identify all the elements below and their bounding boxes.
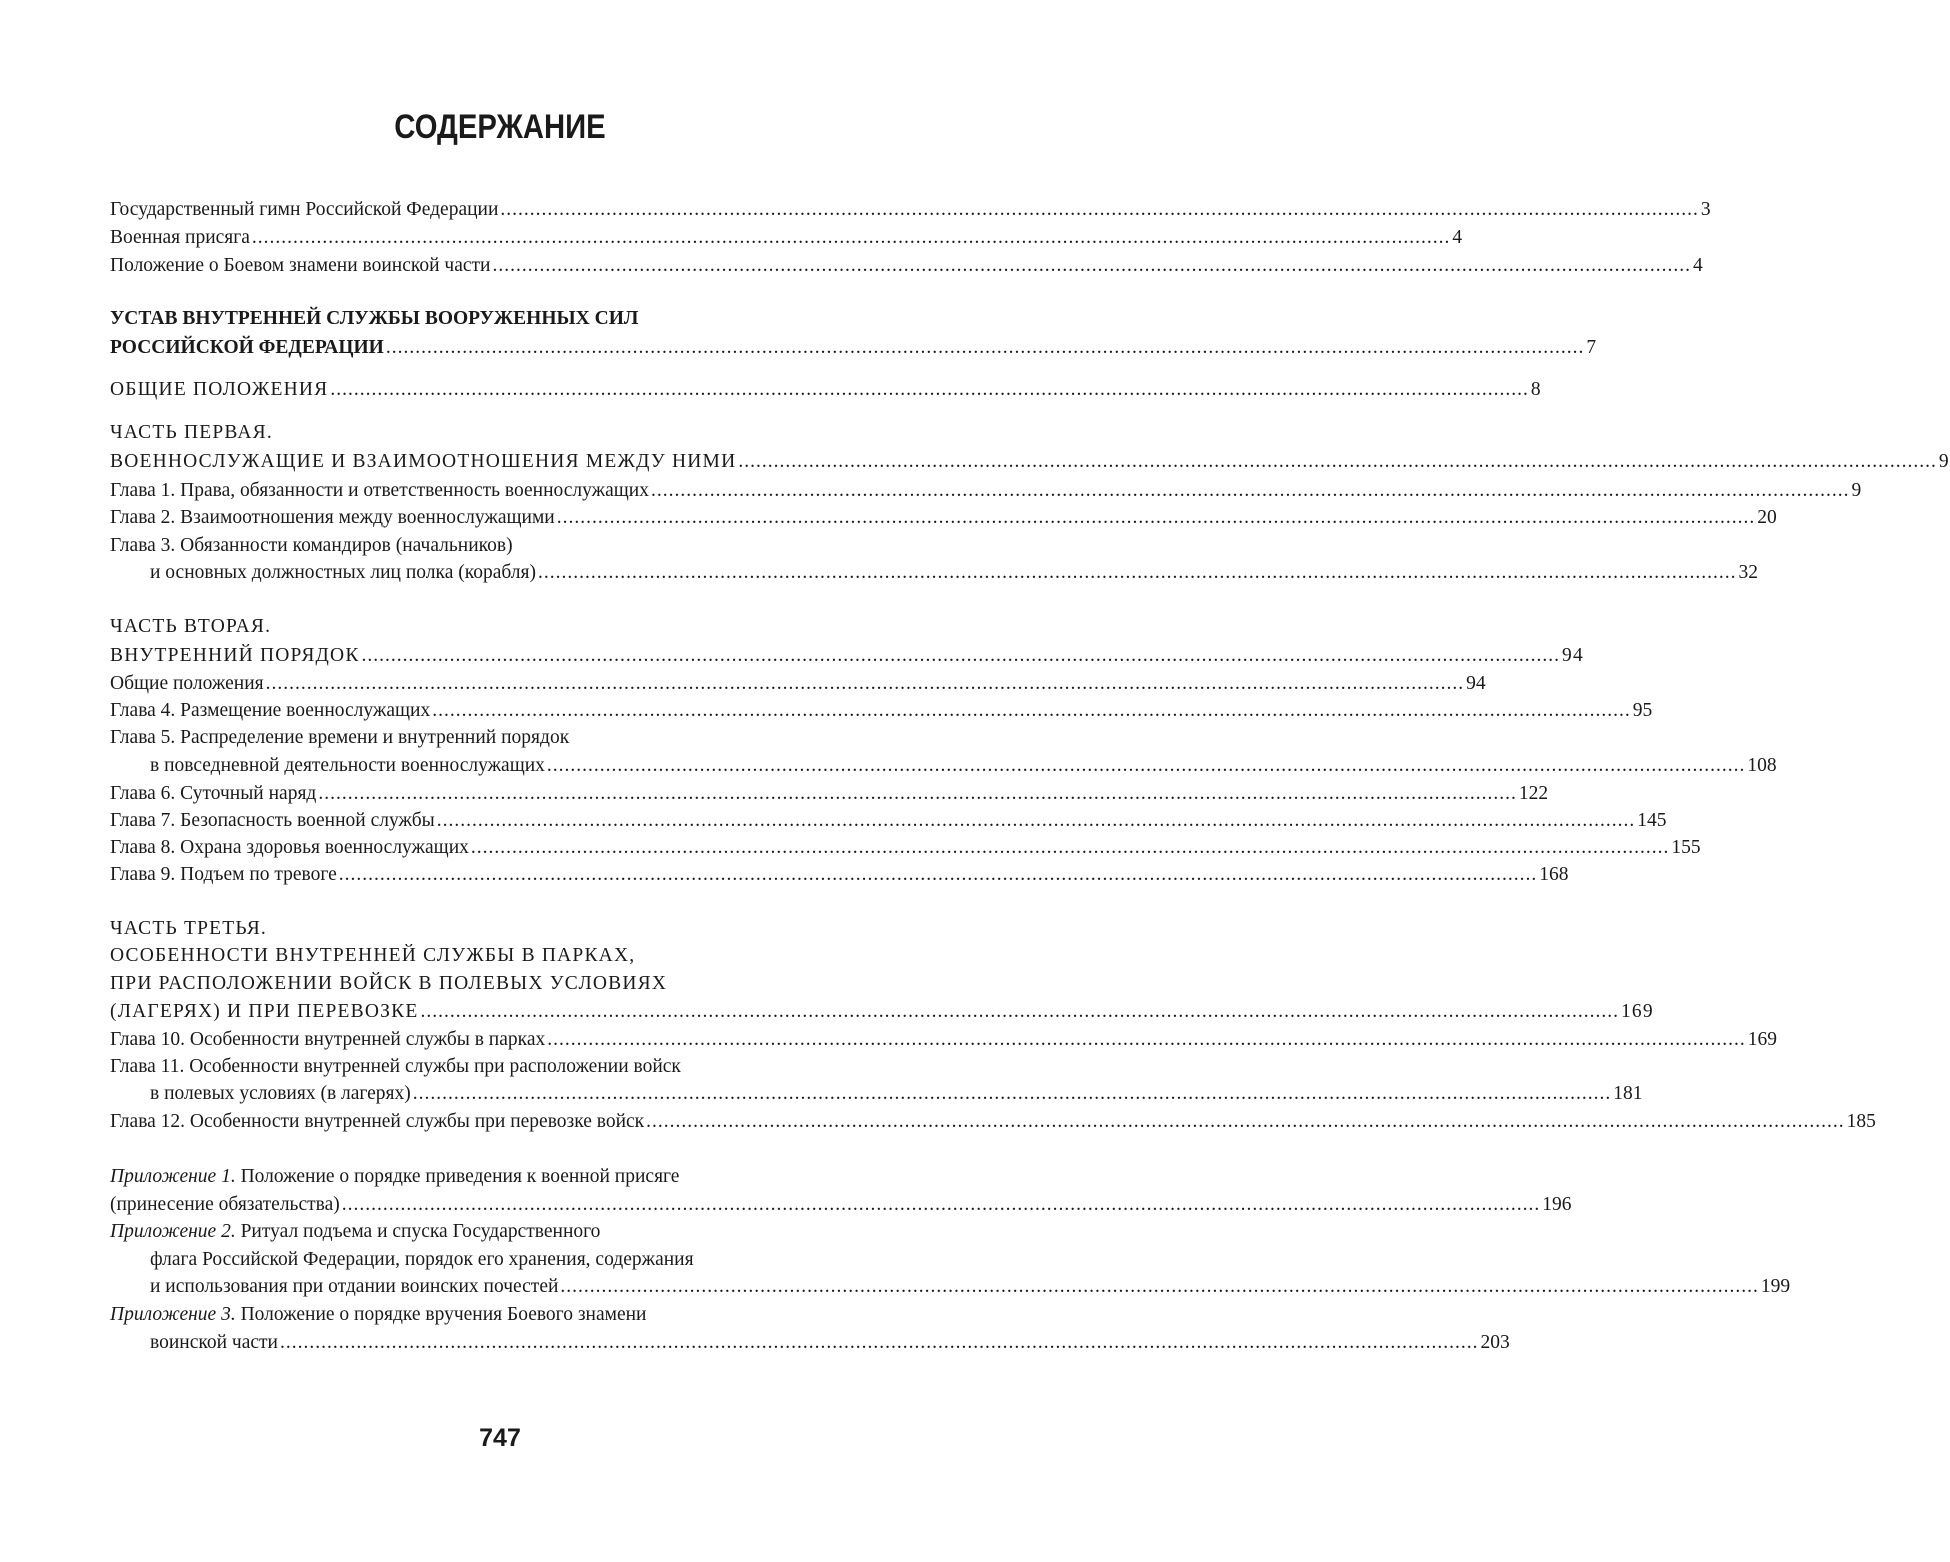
appendix-label: Приложение 2. bbox=[110, 1221, 236, 1242]
toc-entry-text: Глава 7. Безопасность военной службы bbox=[110, 810, 435, 831]
toc-entry-text: ОСОБЕННОСТИ ВНУТРЕННЕЙ СЛУЖБЫ В ПАРКАХ, bbox=[110, 945, 636, 966]
toc-leader-dots: ............................................................................................................................................................................................................ bbox=[265, 673, 1465, 694]
toc-entry-page: 94 bbox=[1466, 673, 1486, 694]
toc-entry bbox=[110, 642, 1584, 670]
toc-entry bbox=[110, 998, 1654, 1026]
toc-entry-page: 145 bbox=[1637, 810, 1667, 831]
toc-leader-dots: ............................................................................................................................................................................................................ bbox=[738, 451, 1937, 472]
toc-section-heading bbox=[110, 334, 1597, 362]
toc-entry-text: Глава 12. Особенности внутренней службы при перевозке войск bbox=[110, 1111, 645, 1132]
toc-leader-dots: ............................................................................................................................................................................................................ bbox=[436, 810, 1636, 831]
toc-entry bbox=[110, 1191, 1572, 1219]
toc-entry-text: Глава 9. Подъем по тревоге bbox=[110, 864, 337, 885]
toc-entry bbox=[110, 670, 1486, 698]
toc-entry-text: Глава 4. Размещение военнослужащих bbox=[110, 700, 431, 721]
toc-entry-page: 108 bbox=[1747, 755, 1777, 776]
toc-entry-text: Глава 2. Взаимоотношения между военнослужащими bbox=[110, 507, 555, 528]
toc-part-heading bbox=[110, 915, 886, 943]
toc-entry-text: (принесение обязательства) bbox=[110, 1194, 340, 1215]
toc-entry-text: ЧАСТЬ ТРЕТЬЯ. bbox=[110, 918, 267, 939]
toc-entry-page: 20 bbox=[1757, 507, 1777, 528]
toc-entry-text: в повседневной деятельности военнослужащих bbox=[150, 755, 545, 776]
toc-leader-dots: ............................................................................................................................................................................................................ bbox=[538, 562, 1737, 583]
toc-entry-text: Глава 8. Охрана здоровья военнослужащих bbox=[110, 837, 469, 858]
toc-entry-text: ОБЩИЕ ПОЛОЖЕНИЯ bbox=[110, 379, 329, 400]
toc-leader-dots: ............................................................................................................................................................................................................ bbox=[412, 1083, 1612, 1104]
toc-entry-text: Глава 5. Распределение времени и внутренний порядок bbox=[110, 727, 570, 748]
toc-entry-text: РОССИЙСКОЙ ФЕДЕРАЦИИ bbox=[110, 337, 384, 358]
toc-leader-dots: ............................................................................................................................................................................................................ bbox=[385, 337, 1585, 358]
toc-entry-page: 199 bbox=[1760, 1276, 1791, 1297]
toc-appendix-entry bbox=[110, 1218, 886, 1246]
toc-leader-dots: ............................................................................................................................................................................................................ bbox=[432, 700, 1631, 721]
toc-entry-page: 95 bbox=[1632, 700, 1653, 721]
toc-leader-dots: ............................................................................................................................................................................................................ bbox=[646, 1111, 1845, 1132]
toc-entry-page: 8 bbox=[1530, 379, 1542, 400]
toc-leader-dots: ............................................................................................................................................................................................................ bbox=[338, 864, 1538, 885]
toc-entry bbox=[110, 807, 1667, 835]
toc-part-heading bbox=[110, 419, 886, 447]
toc-entry-page: 169 bbox=[1747, 1029, 1777, 1050]
toc-entry bbox=[110, 861, 1569, 889]
toc-entry-text: ЧАСТЬ ВТОРАЯ. bbox=[110, 616, 272, 637]
toc-leader-dots: ............................................................................................................................................................................................................ bbox=[470, 837, 1670, 858]
toc-appendix-entry bbox=[110, 1163, 886, 1191]
toc-leader-dots: ............................................................................................................................................................................................................ bbox=[650, 480, 1850, 501]
toc-leader-dots: ............................................................................................................................................................................................................ bbox=[330, 379, 1529, 400]
toc-entry-page: 181 bbox=[1613, 1083, 1643, 1104]
toc-part-heading bbox=[110, 970, 886, 998]
toc-entry bbox=[150, 1080, 1643, 1108]
toc-entry-text: Общие положения bbox=[110, 673, 264, 694]
toc-entry-text: Глава 3. Обязанности командиров (начальников) bbox=[110, 535, 513, 556]
toc-entry bbox=[110, 1108, 1876, 1136]
toc-entry-text: воинской части bbox=[150, 1332, 278, 1353]
toc-leader-dots: ............................................................................................................................................................................................................ bbox=[500, 199, 1699, 220]
toc-entry-text: ВНУТРЕННИЙ ПОРЯДОК bbox=[110, 645, 360, 666]
toc-leader-dots: ............................................................................................................................................................................................................ bbox=[560, 1276, 1759, 1297]
toc-entry-text: Глава 10. Особенности внутренней службы в парках bbox=[110, 1029, 546, 1050]
toc-entry bbox=[110, 1053, 886, 1081]
toc-entry-text: Положение о Боевом знамени воинской части bbox=[110, 255, 491, 276]
toc-leader-dots: ............................................................................................................................................................................................................ bbox=[547, 1029, 1746, 1050]
page-number: 747 bbox=[479, 1424, 521, 1452]
toc-entry bbox=[110, 724, 886, 752]
toc-entry bbox=[110, 697, 1653, 725]
toc-leader-dots: ............................................................................................................................................................................................................ bbox=[492, 255, 1691, 276]
toc-entry-text: УСТАВ ВНУТРЕННЕЙ СЛУЖБЫ ВООРУЖЕННЫХ СИЛ bbox=[110, 308, 639, 329]
toc-entry bbox=[150, 752, 1777, 780]
toc-entry bbox=[110, 224, 1463, 252]
toc-leader-dots: ............................................................................................................................................................................................................ bbox=[279, 1332, 1479, 1353]
toc-section-heading bbox=[110, 305, 886, 333]
toc-entry-page: 3 bbox=[1700, 199, 1711, 220]
toc-leader-dots: ............................................................................................................................................................................................................ bbox=[420, 1001, 1619, 1022]
toc-entry-page: 196 bbox=[1542, 1194, 1572, 1215]
toc-entry-text: ПРИ РАСПОЛОЖЕНИИ ВОЙСК В ПОЛЕВЫХ УСЛОВИЯХ bbox=[110, 973, 668, 994]
toc-entry-page: 9 bbox=[1938, 451, 1950, 472]
toc-entry-text: Глава 1. Права, обязанности и ответственность военнослужащих bbox=[110, 480, 649, 501]
toc-leader-dots: ............................................................................................................................................................................................................ bbox=[251, 227, 1451, 248]
toc-entry-page: 155 bbox=[1671, 837, 1701, 858]
page-title: СОДЕРЖАНИЕ bbox=[394, 108, 606, 146]
toc-entry-page: 32 bbox=[1738, 562, 1758, 583]
appendix-label: Приложение 1. bbox=[110, 1166, 236, 1187]
toc-leader-dots: ............................................................................................................................................................................................................ bbox=[546, 755, 1746, 776]
toc-entry-text: ВОЕННОСЛУЖАЩИЕ И ВЗАИМООТНОШЕНИЯ МЕЖДУ НИМИ bbox=[110, 451, 737, 472]
toc-entry bbox=[110, 252, 1703, 280]
toc-entry-page: 7 bbox=[1586, 337, 1597, 358]
toc-entry-text: Военная присяга bbox=[110, 227, 250, 248]
toc-entry-text: Ритуал подъема и спуска Государственного bbox=[235, 1221, 601, 1242]
toc-entry-text: Глава 11. Особенности внутренней службы при расположении войск bbox=[110, 1056, 681, 1077]
toc-entry-text: Государственный гимн Российской Федерации bbox=[110, 199, 499, 220]
toc-entry-text: флага Российской Федерации, порядок его хранения, содержания bbox=[150, 1249, 694, 1270]
toc-entry-page: 185 bbox=[1846, 1111, 1876, 1132]
toc-entry-page: 4 bbox=[1452, 227, 1463, 248]
toc-entry bbox=[110, 376, 1542, 404]
toc-entry-text: Положение о порядке вручения Боевого знамени bbox=[235, 1304, 647, 1325]
toc-entry-text: и основных должностных лиц полка (корабля) bbox=[150, 562, 536, 583]
toc-entry-text: Положение о порядке приведения к военной присяге bbox=[235, 1166, 680, 1187]
toc-entry-page: 9 bbox=[1851, 480, 1862, 501]
toc-entry-text: в полевых условиях (в лагерях) bbox=[150, 1083, 411, 1104]
toc-part-heading bbox=[110, 613, 886, 641]
toc-leader-dots: ............................................................................................................................................................................................................ bbox=[361, 645, 1561, 666]
toc-entry bbox=[110, 448, 1950, 476]
toc-entry bbox=[110, 834, 1701, 862]
toc-entry bbox=[110, 196, 1711, 224]
toc-entry bbox=[150, 1246, 886, 1274]
toc-entry-page: 169 bbox=[1620, 1001, 1654, 1022]
toc-leader-dots: ............................................................................................................................................................................................................ bbox=[341, 1194, 1541, 1215]
toc-entry bbox=[110, 780, 1549, 808]
toc-entry-page: 122 bbox=[1518, 783, 1549, 804]
toc-entry-text: (ЛАГЕРЯХ) И ПРИ ПЕРЕВОЗКЕ bbox=[110, 1001, 419, 1022]
toc-appendix-entry bbox=[110, 1301, 886, 1329]
toc-entry-page: 4 bbox=[1692, 255, 1703, 276]
toc-part-heading bbox=[110, 942, 886, 970]
toc-entry bbox=[110, 477, 1862, 505]
toc-entry-text: Глава 6. Суточный наряд bbox=[110, 783, 317, 804]
toc-entry bbox=[110, 1026, 1777, 1054]
toc-entry-page: 203 bbox=[1480, 1332, 1510, 1353]
toc-entry bbox=[110, 532, 886, 560]
toc-entry bbox=[150, 1273, 1791, 1301]
toc-leader-dots: ............................................................................................................................................................................................................ bbox=[318, 783, 1517, 804]
toc-entry-page: 168 bbox=[1539, 864, 1569, 885]
toc-entry-text: и использования при отдании воинских почестей bbox=[150, 1276, 559, 1297]
toc-leader-dots: ............................................................................................................................................................................................................ bbox=[556, 507, 1756, 528]
appendix-label: Приложение 3. bbox=[110, 1304, 236, 1325]
toc-entry-page: 94 bbox=[1562, 645, 1584, 666]
toc-entry-text: ЧАСТЬ ПЕРВАЯ. bbox=[110, 422, 273, 443]
toc-entry bbox=[150, 1329, 1510, 1357]
toc-entry bbox=[150, 559, 1758, 587]
toc-entry bbox=[110, 504, 1777, 532]
